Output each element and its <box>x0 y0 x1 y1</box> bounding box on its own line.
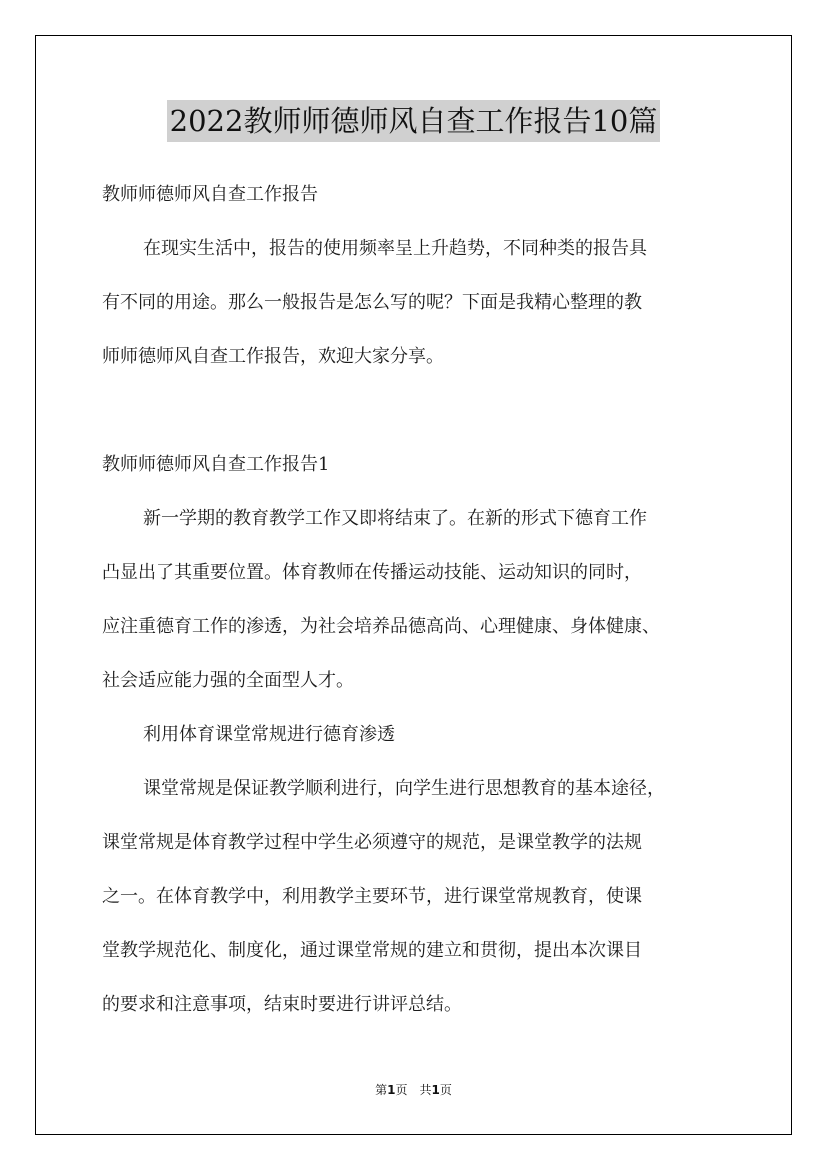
page-number: 1 <box>387 1083 396 1097</box>
page-suffix: 页 <box>395 1083 408 1097</box>
paragraph-line: 新一学期的教育教学工作又即将结束了。在新的形式下德育工作 <box>143 508 647 529</box>
paragraph-line: 堂教学规范化、制度化，通过课堂常规的建立和贯彻，提出本次课目 <box>102 940 642 961</box>
total-prefix: 共 <box>419 1083 432 1097</box>
document-title: 2022教师师德师风自查工作报告10篇 <box>167 100 661 142</box>
intro-paragraph-line: 有不同的用途。那么一般报告是怎么写的呢？下面是我精心整理的教 <box>102 292 642 313</box>
paragraph-line: 凸显出了其重要位置。体育教师在传播运动技能、运动知识的同时， <box>102 562 642 583</box>
paragraph-line: 的要求和注意事项，结束时要进行讲评总结。 <box>102 994 462 1015</box>
paragraph-line: 之一。在体育教学中，利用教学主要环节，进行课堂常规教育，使课 <box>102 886 642 907</box>
page-footer <box>0 1080 827 1100</box>
paragraph-line: 应注重德育工作的渗透，为社会培养品德高尚、心理健康、身体健康、 <box>102 616 660 637</box>
section-heading: 教师师德师风自查工作报告1 <box>102 454 330 475</box>
paragraph-line: 课堂常规是体育教学过程中学生必须遵守的规范，是课堂教学的法规 <box>102 832 642 853</box>
page-prefix: 第 <box>375 1083 388 1097</box>
title-container <box>0 100 827 142</box>
document-body <box>102 168 742 1032</box>
intro-paragraph-line: 师师德师风自查工作报告，欢迎大家分享。 <box>102 346 444 367</box>
intro-heading: 教师师德师风自查工作报告 <box>102 184 318 205</box>
paragraph-line: 课堂常规是保证教学顺利进行，向学生进行思想教育的基本途径， <box>143 778 665 799</box>
paragraph-line: 社会适应能力强的全面型人才。 <box>102 670 354 691</box>
total-pages: 1 <box>431 1083 440 1097</box>
total-suffix: 页 <box>439 1083 452 1097</box>
subheading: 利用体育课堂常规进行德育渗透 <box>143 724 395 745</box>
section-spacer <box>102 384 742 438</box>
intro-paragraph-line: 在现实生活中，报告的使用频率呈上升趋势，不同种类的报告具 <box>143 238 647 259</box>
